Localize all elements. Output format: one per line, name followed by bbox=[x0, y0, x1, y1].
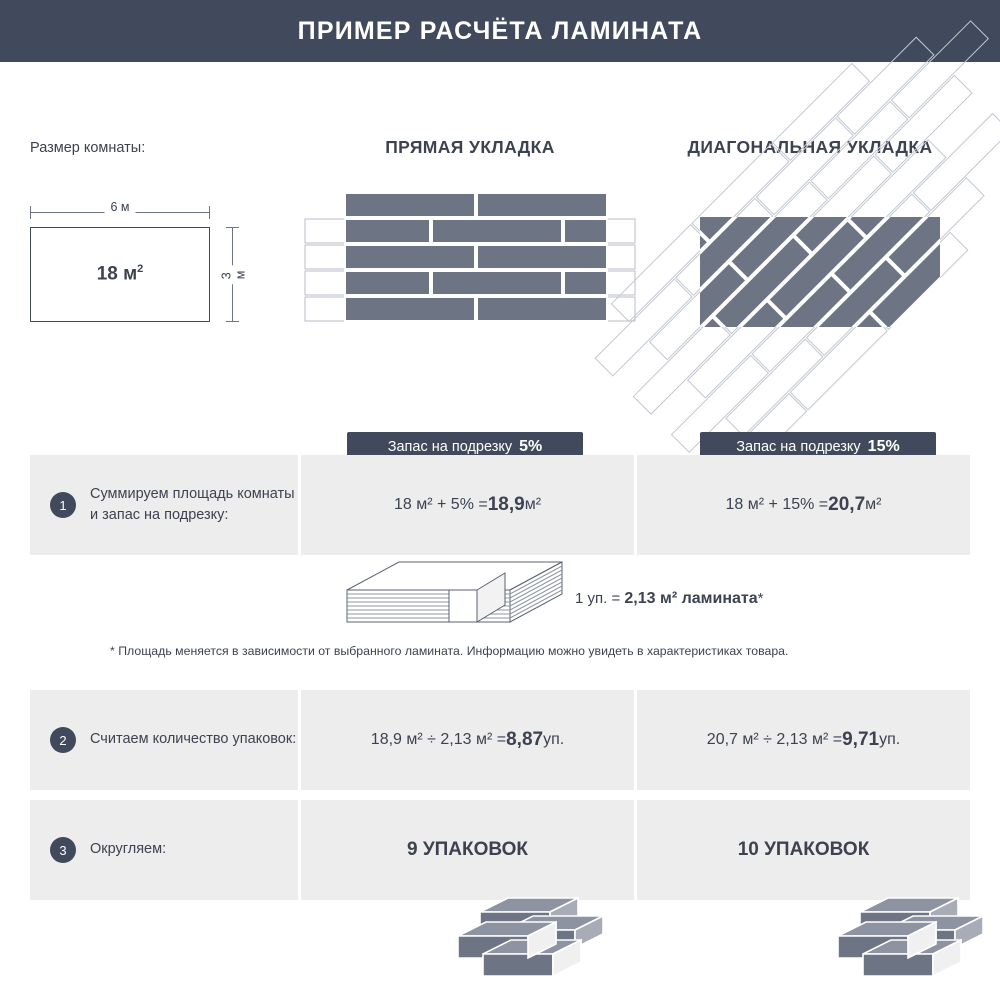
page-header bbox=[0, 0, 1000, 62]
pack-text-value: 2,13 м² ламината bbox=[624, 590, 758, 607]
room-height-value: 3 м bbox=[219, 265, 247, 284]
diagonal-layout-illustration bbox=[660, 187, 980, 377]
step-1-straight-value bbox=[301, 455, 634, 555]
diagonal-layout-title: ДИАГОНАЛЬНАЯ УКЛАДКА bbox=[687, 137, 933, 157]
top-section bbox=[0, 62, 1000, 455]
pack-text-prefix: 1 уп. = bbox=[575, 590, 625, 607]
room-area-value bbox=[97, 263, 144, 285]
room-width-dimension bbox=[30, 202, 210, 222]
dimension-cap-bottom bbox=[226, 321, 239, 322]
laminate-pack-illustration bbox=[337, 562, 562, 640]
straight-packs-stack-illustration bbox=[450, 890, 620, 980]
diagonal-reserve-label: Запас на подрезку bbox=[736, 439, 861, 455]
step-1-diagonal-unit: м² bbox=[865, 496, 882, 513]
step-2-diagonal-result: 9,71 bbox=[842, 729, 880, 750]
step-row-1 bbox=[0, 455, 1000, 555]
step-2-label: Считаем количество упаковок: bbox=[90, 731, 297, 748]
step-1-straight-expression: 18 м² + 5% = bbox=[393, 496, 488, 513]
straight-layout-illustration bbox=[300, 187, 640, 377]
step-2-straight-unit: уп. bbox=[543, 731, 565, 748]
diagonal-reserve-value: 15% bbox=[867, 438, 900, 455]
step-2-straight-result: 8,87 bbox=[506, 729, 544, 750]
step-2-diagonal-expression: 20,7 м² ÷ 2,13 м² = bbox=[706, 731, 843, 748]
step-1-diagonal-value bbox=[637, 455, 970, 555]
step-1-straight-unit: м² bbox=[524, 496, 542, 513]
step-2-diagonal-unit: уп. bbox=[879, 731, 901, 748]
step-3-label: Округляем: bbox=[90, 841, 167, 858]
room-area-exponent: 2 bbox=[137, 263, 144, 276]
pack-footnote: * Площадь меняется в зависимости от выбранного ламината. Информацию можно увидеть в характеристиках товара. bbox=[110, 644, 789, 658]
straight-layout-title: ПРЯМАЯ УКЛАДКА bbox=[385, 137, 555, 157]
step-row-3 bbox=[0, 800, 1000, 900]
dimension-cap-right bbox=[209, 206, 210, 219]
step-3-label-cell bbox=[30, 800, 298, 900]
step-3-straight-value bbox=[301, 800, 634, 900]
step-1-diagonal-result: 20,7 bbox=[828, 494, 866, 515]
room-size-label: Размер комнаты: bbox=[30, 140, 146, 156]
room-area-number: 18 м bbox=[96, 263, 138, 285]
diagonal-packs-stack-illustration bbox=[830, 890, 1000, 980]
room-rectangle bbox=[30, 227, 210, 322]
step-3-diagonal-result: 10 УПАКОВОК bbox=[737, 839, 870, 860]
step-3-badge: 3 bbox=[50, 837, 76, 863]
step-3-diagonal-value bbox=[637, 800, 970, 900]
step-3-straight-result: 9 УПАКОВОК bbox=[406, 839, 529, 860]
page-title: ПРИМЕР РАСЧЁТА ЛАМИНАТА bbox=[297, 16, 703, 45]
pack-info-row bbox=[0, 562, 1000, 658]
step-2-straight-value bbox=[301, 690, 634, 790]
step-1-straight-result: 18,9 bbox=[487, 494, 525, 515]
step-1-label: Суммируем площадь комнаты и запас на подрезку: bbox=[90, 485, 295, 523]
pack-text-asterisk: * bbox=[757, 590, 764, 607]
step-row-2 bbox=[0, 690, 1000, 790]
dimension-cap-top bbox=[226, 227, 239, 228]
step-2-label-cell bbox=[30, 690, 298, 790]
step-1-label-cell bbox=[30, 455, 298, 555]
room-width-value: 6 м bbox=[104, 200, 135, 214]
straight-reserve-label: Запас на подрезку bbox=[387, 439, 513, 455]
straight-reserve-value: 5% bbox=[519, 438, 543, 455]
step-1-badge: 1 bbox=[50, 492, 76, 518]
calculation-steps-2 bbox=[0, 690, 1000, 796]
step-2-diagonal-value bbox=[637, 690, 970, 790]
room-height-dimension bbox=[219, 227, 248, 322]
step-1-diagonal-expression: 18 м² + 15% = bbox=[725, 496, 829, 513]
step-2-straight-expression: 18,9 м² ÷ 2,13 м² = bbox=[370, 731, 507, 748]
step-2-badge: 2 bbox=[50, 727, 76, 753]
calculation-steps bbox=[0, 455, 1000, 561]
pack-area-text bbox=[575, 590, 763, 608]
dimension-cap-left bbox=[30, 206, 31, 219]
